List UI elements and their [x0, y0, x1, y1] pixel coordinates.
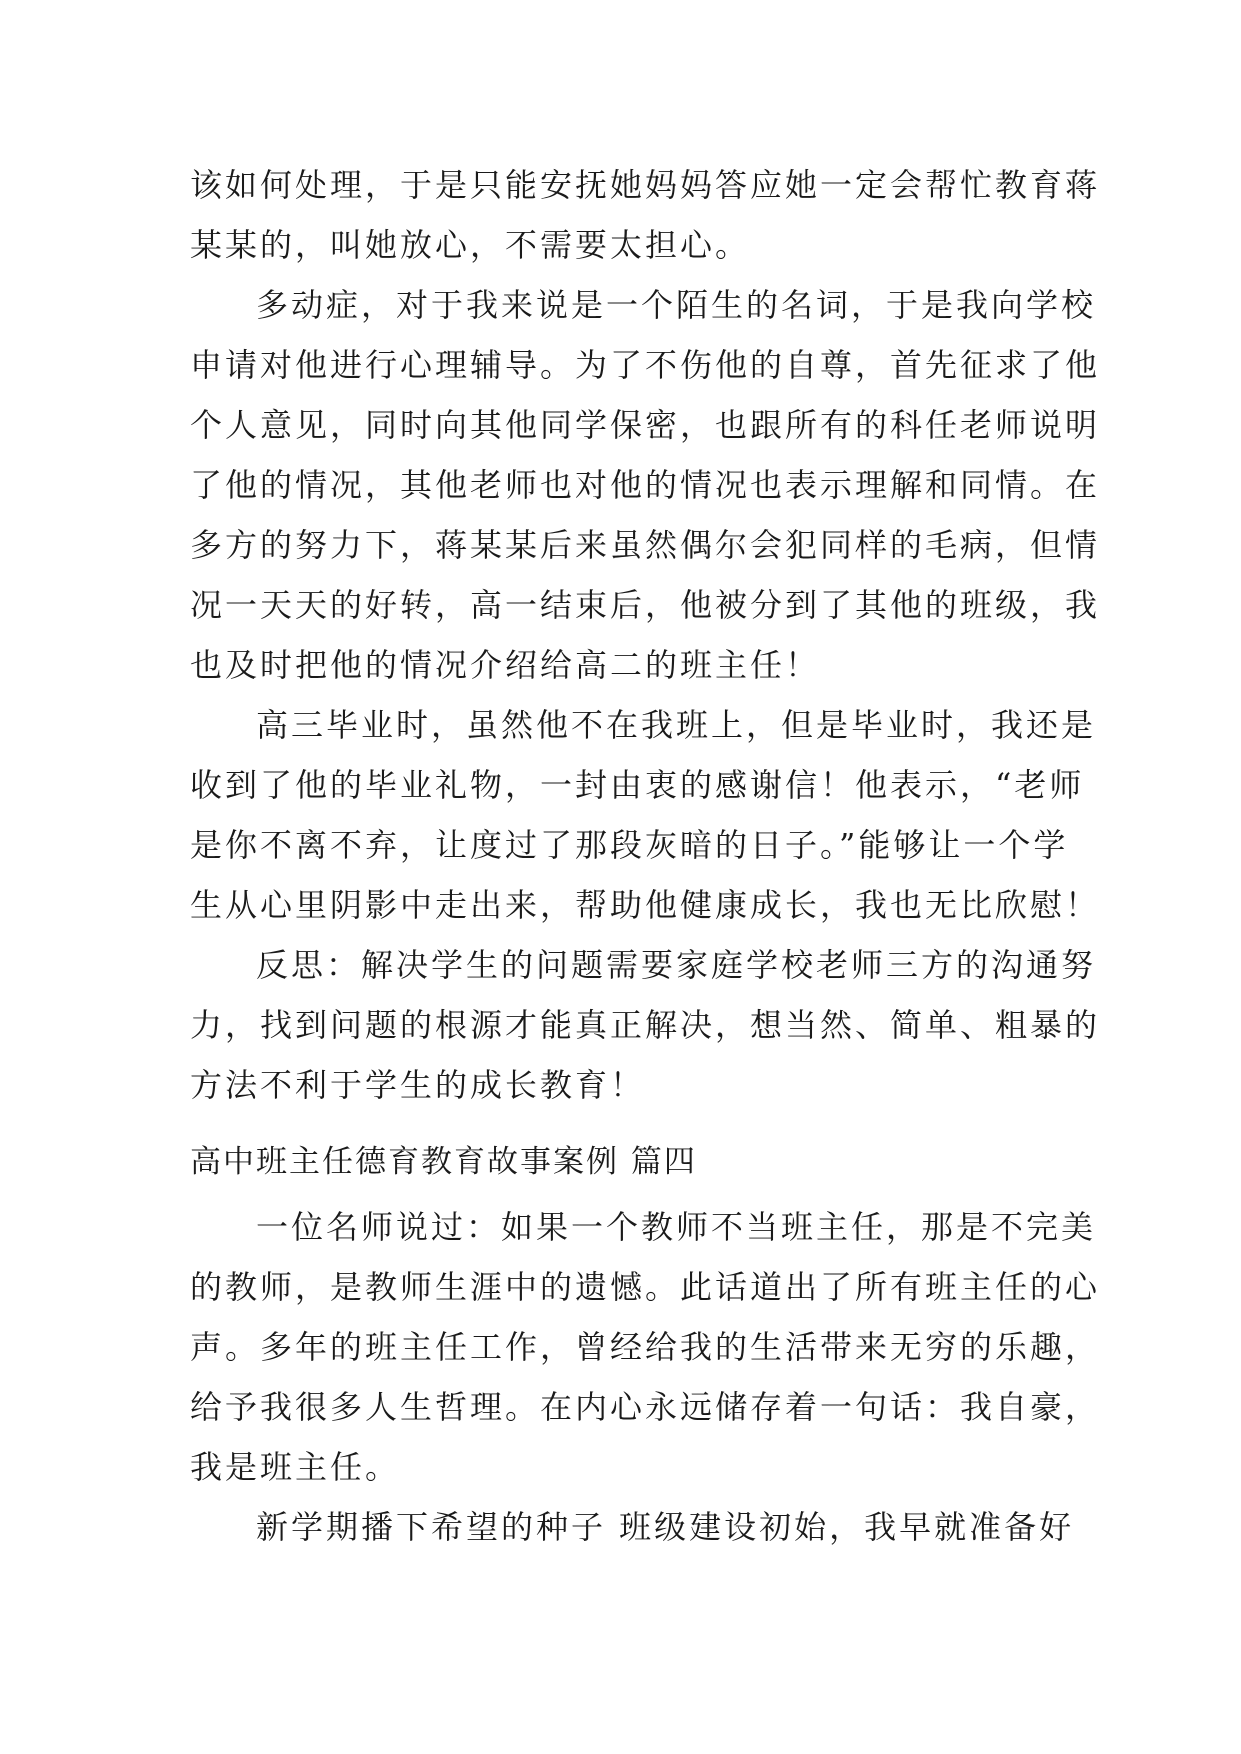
- text-line: 声。多年的班主任工作，曾经给我的生活带来无穷的乐趣，: [190, 1328, 1101, 1366]
- text-line: 个人意见，同时向其他同学保密，也跟所有的科任老师说明: [190, 406, 1101, 444]
- paragraph-start-line: 新学期播下希望的种子 班级建设初始，我早就准备好: [256, 1508, 1075, 1546]
- text-line: 某某的，叫她放心，不需要太担心。: [190, 226, 751, 264]
- text-line: 方法不利于学生的成长教育！: [190, 1066, 646, 1104]
- text-line: 了他的情况，其他老师也对他的情况也表示理解和同情。在: [190, 466, 1101, 504]
- text-line: 申请对他进行心理辅导。为了不伤他的自尊，首先征求了他: [190, 346, 1101, 384]
- paragraph-start-line: 一位名师说过：如果一个教师不当班主任，那是不完美: [256, 1208, 1097, 1246]
- paragraph-start-line: 反思：解决学生的问题需要家庭学校老师三方的沟通努: [256, 946, 1097, 984]
- text-line: 该如何处理，于是只能安抚她妈妈答应她一定会帮忙教育蒋: [190, 166, 1101, 204]
- text-line: 给予我很多人生哲理。在内心永远储存着一句话：我自豪，: [190, 1388, 1101, 1426]
- section-heading: 高中班主任德育教育故事案例 篇四: [190, 1144, 697, 1180]
- text-line: 力，找到问题的根源才能真正解决，想当然、简单、粗暴的: [190, 1006, 1101, 1044]
- body-text-section-2: [190, 1197, 1101, 1557]
- text-line: 也及时把他的情况介绍给高二的班主任！: [190, 646, 821, 684]
- text-line: 我是班主任。: [190, 1448, 401, 1486]
- text-line: 况一天天的好转，高一结束后，他被分到了其他的班级，我: [190, 586, 1101, 624]
- paragraph-start-line: 高三毕业时，虽然他不在我班上，但是毕业时，我还是: [256, 706, 1097, 744]
- text-line: 多方的努力下，蒋某某后来虽然偶尔会犯同样的毛病，但情: [190, 526, 1101, 564]
- paragraph-start-line: 多动症，对于我来说是一个陌生的名词，于是我向学校: [256, 286, 1097, 324]
- text-line: 是你不离不弃，让度过了那段灰暗的日子。”能够让一个学: [190, 826, 1069, 864]
- body-text-section-1: [190, 155, 1101, 1115]
- text-line: 收到了他的毕业礼物，一封由衷的感谢信！他表示，“老师: [190, 766, 1085, 804]
- text-line: 生从心里阴影中走出来，帮助他健康成长，我也无比欣慰！: [190, 886, 1101, 924]
- text-line: 的教师，是教师生涯中的遗憾。此话道出了所有班主任的心: [190, 1268, 1101, 1306]
